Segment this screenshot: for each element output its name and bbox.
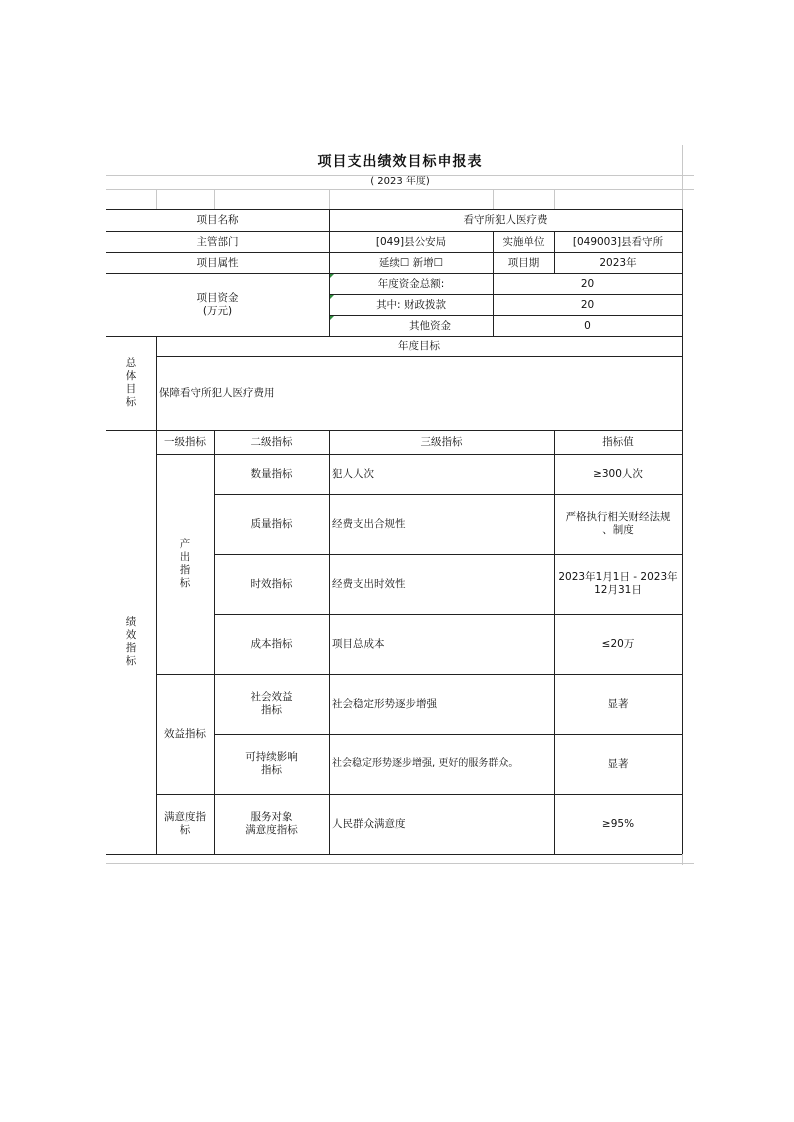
dept-value: [049]县公安局 [375, 235, 447, 248]
indicator-level2: 时效指标 [250, 578, 293, 590]
value-line: 2023年1月1日 - 2023年 [558, 571, 678, 583]
annual-goal-header: 年度目标 [398, 340, 440, 352]
indicator-value: 显著 [607, 698, 629, 710]
side-char: 标 [125, 655, 137, 667]
indicator-level2 [214, 734, 329, 794]
indicator-level2 [214, 794, 329, 854]
funds-label-line1: 项目资金 [196, 291, 239, 304]
gridline [329, 189, 330, 209]
side-char: 指 [125, 642, 137, 654]
indicator-level3: 社会稳定形势逐步增强 [332, 698, 437, 710]
indicator-level2: 质量指标 [250, 518, 293, 530]
overall-goal-side-label [106, 336, 156, 430]
label-line: 满意度指标 [245, 824, 298, 836]
side-char: 出 [179, 551, 191, 563]
other-funds-label: 其他资金 [409, 319, 451, 332]
side-char: 效 [125, 629, 137, 641]
indicator-level3: 社会稳定形势逐步增强, 更好的服务群众。 [332, 758, 519, 769]
indicator-value: ≤20万 [601, 638, 635, 650]
total-funds-label: 年度资金总额: [377, 277, 445, 290]
project-name-label: 项目名称 [196, 214, 239, 226]
label-line: 服务对象 [250, 811, 293, 823]
table-rule [106, 854, 682, 855]
year-line: ( 2023 年度) [370, 176, 430, 187]
header-level2: 二级指标 [250, 436, 293, 448]
period-label: 项目期 [507, 256, 540, 269]
side-char: 目 [125, 383, 137, 395]
fiscal-funds-label: 其中: 财政拨款 [376, 298, 446, 311]
funds-label-line2: (万元) [202, 304, 233, 317]
table-rule [682, 209, 683, 854]
attr-value: 延续☐ 新增☐ [378, 256, 444, 269]
side-char: 总 [125, 357, 137, 369]
impl-unit-label: 实施单位 [502, 235, 545, 248]
side-char: 产 [179, 538, 191, 550]
fiscal-funds-value: 20 [580, 298, 595, 311]
annual-goal-text: 保障看守所犯人医疗费用 [159, 387, 275, 399]
label-line: 标 [179, 824, 191, 836]
indicator-level2 [214, 674, 329, 734]
label-line: 满意度指 [164, 811, 206, 823]
gridline [493, 189, 494, 209]
attr-label: 项目属性 [196, 256, 239, 269]
label-line: 指标 [261, 704, 282, 716]
perf-side-label [106, 430, 156, 854]
indicator-value [554, 494, 682, 554]
header-value: 指标值 [602, 436, 634, 448]
label-line: 可持续影响 [245, 751, 298, 763]
indicator-level2: 数量指标 [250, 468, 293, 480]
period-value: 2023年 [599, 256, 637, 269]
funds-label [106, 273, 329, 336]
side-char: 标 [179, 577, 191, 589]
side-char: 绩 [125, 616, 137, 628]
label-line: 指标 [261, 764, 282, 776]
side-char: 体 [125, 370, 137, 382]
side-char: 标 [125, 396, 137, 408]
indicator-level3: 犯人人次 [332, 468, 374, 480]
gridline [106, 863, 694, 864]
indicator-level3: 人民群众满意度 [332, 818, 406, 830]
output-indicator-label [156, 454, 214, 674]
value-line: 、制度 [602, 524, 634, 536]
satisfaction-indicator-label [156, 794, 214, 854]
label-line: 社会效益 [250, 691, 293, 703]
page-title: 项目支出绩效目标申报表 [317, 154, 483, 170]
header-level3: 三级指标 [420, 436, 463, 448]
indicator-level2: 成本指标 [250, 638, 293, 650]
gridline [106, 189, 694, 190]
indicator-value: 显著 [607, 758, 629, 770]
gridline [554, 189, 555, 209]
indicator-level3: 经费支出时效性 [332, 578, 406, 590]
benefit-indicator-label: 效益指标 [164, 728, 206, 740]
indicator-level3: 经费支出合规性 [332, 518, 406, 530]
indicator-level3: 项目总成本 [332, 638, 385, 650]
gridline [106, 175, 694, 176]
indicator-value: ≥95% [601, 818, 635, 830]
total-funds-value: 20 [580, 277, 595, 290]
value-line: 12月31日 [594, 584, 642, 596]
indicator-value [554, 554, 682, 614]
dept-label: 主管部门 [196, 235, 239, 248]
value-line: 严格执行相关财经法规 [565, 511, 671, 523]
other-funds-value: 0 [584, 319, 591, 332]
gridline [156, 189, 157, 209]
header-level1: 一级指标 [164, 436, 206, 448]
gridline [214, 189, 215, 209]
indicator-value: ≥300人次 [593, 468, 643, 480]
impl-unit-value: [049003]县看守所 [572, 235, 664, 248]
project-name-value: 看守所犯人医疗费 [463, 214, 548, 226]
side-char: 指 [179, 564, 191, 576]
